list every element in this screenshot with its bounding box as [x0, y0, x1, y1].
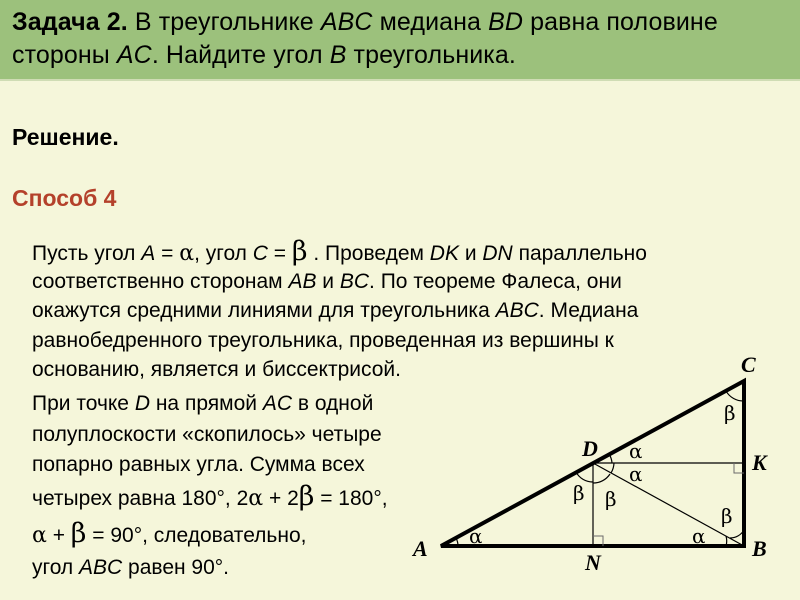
- alpha-symbol: α: [179, 241, 195, 266]
- paragraph-2-line-2: полуплоскости «скопилось» четыре: [32, 423, 382, 446]
- text-span: и: [458, 242, 483, 265]
- arc-at-d-right: [593, 474, 610, 483]
- text-span: параллельно: [512, 242, 647, 265]
- text-span: четырех равна 180°, 2: [32, 487, 249, 510]
- triangle-name: ABC: [79, 556, 123, 579]
- paragraph-1-line-5: основанию, является и биссектрисой.: [32, 358, 401, 381]
- task-label: Задача 2.: [12, 8, 128, 36]
- text-span: . Найдите угол: [151, 41, 330, 69]
- text-span: угол: [32, 556, 80, 579]
- beta-symbol: β: [291, 236, 308, 267]
- angle-label-at-d-upper: α: [629, 439, 643, 463]
- text-span: медиана: [372, 8, 489, 36]
- method-heading: Способ 4: [12, 185, 117, 211]
- label-n: N: [585, 550, 601, 575]
- arc-at-b-upper: [730, 530, 744, 538]
- angle-label-at-d-right: β: [605, 487, 617, 511]
- angle-label-at-d-left: β: [573, 481, 585, 505]
- angle-label-at-a: α: [469, 524, 483, 548]
- paragraph-2-line-3: попарно равных угла. Сумма всех: [32, 453, 365, 476]
- angle-label-at-b-lower: α: [692, 524, 706, 548]
- beta-symbol: β: [70, 518, 87, 549]
- side-ab: AB: [288, 270, 317, 293]
- text-span: треугольника.: [346, 41, 516, 69]
- text-span: = 90°, следовательно,: [86, 524, 307, 547]
- paragraph-1-line-4: равнобедренного треугольника, проведенная из вершины к: [32, 329, 614, 352]
- text-span: соответственно сторонам: [32, 270, 289, 293]
- median-name: BD: [488, 8, 524, 36]
- text-span: , угол: [194, 242, 253, 265]
- text-span: в одной: [292, 392, 374, 415]
- label-d: D: [582, 436, 598, 461]
- text-span: окажутся средними линиями для треугольника: [32, 299, 496, 322]
- label-b: B: [752, 536, 767, 561]
- arc-at-b-lower: [726, 536, 727, 546]
- text-span: =: [267, 242, 292, 265]
- angle-label-at-b-upper: β: [721, 504, 733, 528]
- angle-name: B: [329, 41, 347, 69]
- side-bc: BC: [339, 270, 370, 293]
- text-span: . Проведем: [307, 242, 430, 265]
- alpha-symbol: α: [32, 523, 47, 548]
- text-span: на прямой: [150, 392, 263, 415]
- text-span: равен 90°.: [122, 556, 230, 579]
- segment-dn: DN: [482, 242, 513, 265]
- angle-label-at-c: β: [724, 401, 736, 425]
- text-span: стороны: [12, 41, 117, 69]
- side-ac: AC: [262, 392, 293, 415]
- triangle-name: ABC: [320, 8, 373, 36]
- label-c: C: [741, 352, 756, 377]
- text-span: . Медиана: [538, 299, 639, 322]
- text-span: В треугольнике: [127, 8, 321, 36]
- vertex-a: A: [141, 242, 156, 265]
- label-k: K: [752, 450, 767, 475]
- segment-dk: DK: [429, 242, 459, 265]
- text-span: При точке: [32, 392, 135, 415]
- angle-label-at-d-lower: α: [629, 462, 643, 486]
- text-span: Пусть угол: [32, 242, 142, 265]
- text-span: равна половине: [523, 8, 718, 36]
- vertex-c: C: [252, 242, 268, 265]
- arc-at-d-lower: [611, 463, 614, 473]
- label-a: A: [413, 536, 428, 561]
- triangle-name: ABC: [495, 299, 539, 322]
- text-span: = 180°,: [314, 487, 388, 510]
- solution-heading: Решение.: [12, 124, 119, 150]
- text-span: =: [155, 242, 180, 265]
- text-span: . По теореме Фалеса, они: [369, 270, 622, 293]
- alpha-symbol: α: [248, 486, 264, 511]
- side-name: AC: [116, 41, 152, 69]
- text-span: и: [316, 270, 340, 293]
- text-span: + 2: [263, 487, 299, 510]
- text-span: +: [46, 524, 71, 547]
- beta-symbol: β: [298, 481, 315, 512]
- arc-at-c: [726, 391, 744, 401]
- point-d: D: [134, 392, 150, 415]
